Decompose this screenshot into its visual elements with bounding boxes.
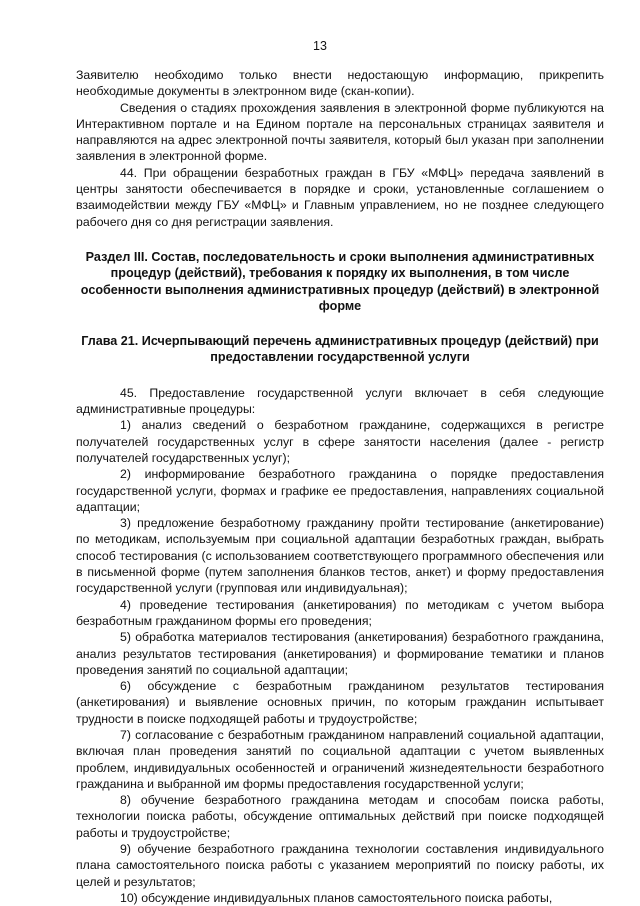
paragraph-status-info: Сведения о стадиях прохождения заявления в электронной форме публикуются на Интерактивном портале и на Едином портале на персональных страницах заявителя и направляются на адрес электронной почты заявителя, который был указан при заполнении заявления в электронной форме. bbox=[76, 100, 604, 164]
page-content bbox=[76, 67, 604, 906]
list-item: 7) согласование с безработным гражданином направлений социальной адаптации, включая план проведения занятий по социальной адаптации с учетом выявленных проблем, индивидуальных особенностей и ограничений жизнедеятельности безработного гражданина и выбранной им формы предоставления государственной услуги; bbox=[76, 727, 604, 791]
paragraph-continuation: Заявителю необходимо только внести недостающую информацию, прикрепить необходимые документы в электронном виде (скан-копии). bbox=[76, 68, 604, 99]
page-number: 13 bbox=[313, 39, 327, 53]
list-item: 2) информирование безработного гражданина о порядке предоставления государственной услуги, формах и графике ее предоставления, направлениях социальной адаптации; bbox=[76, 467, 604, 514]
list-item: 1) анализ сведений о безработном гражданине, содержащихся в регистре получателей государственных услуг в сфере занятости населения (далее - регистр получателей государственных услуг); bbox=[76, 418, 604, 465]
section-heading: Раздел III. Состав, последовательность и сроки выполнения административных процедур (действий), требования к порядку их выполнения, в том числе особенности выполнения административных процедур (действий) в электронной форме bbox=[80, 249, 600, 313]
list-item: 9) обучение безработного гражданина технологии составления индивидуального плана самостоятельного поиска работы с указанием мероприятий по поиску работы, их целей и результатов; bbox=[76, 842, 604, 889]
list-item: 10) обсуждение индивидуальных планов самостоятельного поиска работы, bbox=[120, 890, 553, 905]
list-item: 4) проведение тестирования (анкетирования) по методикам с учетом выбора безработным гражданином формы его проведения; bbox=[76, 597, 604, 628]
list-item: 5) обработка материалов тестирования (анкетирования) безработного гражданина, анализ результатов тестирования (анкетирования) и формирование тематики и планов проведения занятий по социальной адаптации; bbox=[76, 630, 604, 677]
list-item: 8) обучение безработного гражданина методам и способам поиска работы, технологии поиска работы, обсуждение оптимальных действий при поиске подходящей работы и трудоустройстве; bbox=[76, 793, 604, 840]
paragraph-44: 44. При обращении безработных граждан в ГБУ «МФЦ» передача заявлений в центры занятости обеспечивается в порядке и сроки, установленные соглашением о взаимодействии между ГБУ «МФЦ» и Главным управлением, но не позднее следующего рабочего дня со дня регистрации заявления. bbox=[76, 165, 604, 229]
list-item: 6) обсуждение с безработным гражданином результатов тестирования (анкетирования) и выявление основных причин, по которым гражданин испытывает трудности в поиске подходящей работы и трудоустройстве; bbox=[76, 679, 604, 726]
list-item: 3) предложение безработному гражданину пройти тестирование (анкетирование) по методикам, используемым при социальной адаптации безработных граждан, выбрать способ тестирования (с использованием соответствующего программного обеспечения или в письменной форме (путем заполнения бланков тестов, анкет) и форму предоставления государственной услуги (групповая или индивидуальная); bbox=[76, 516, 604, 596]
chapter-heading: Глава 21. Исчерпывающий перечень административных процедур (действий) при предоставлении государственной услуги bbox=[81, 334, 599, 365]
paragraph-45-intro: 45. Предоставление государственной услуги включает в себя следующие административные процедуры: bbox=[76, 385, 604, 417]
